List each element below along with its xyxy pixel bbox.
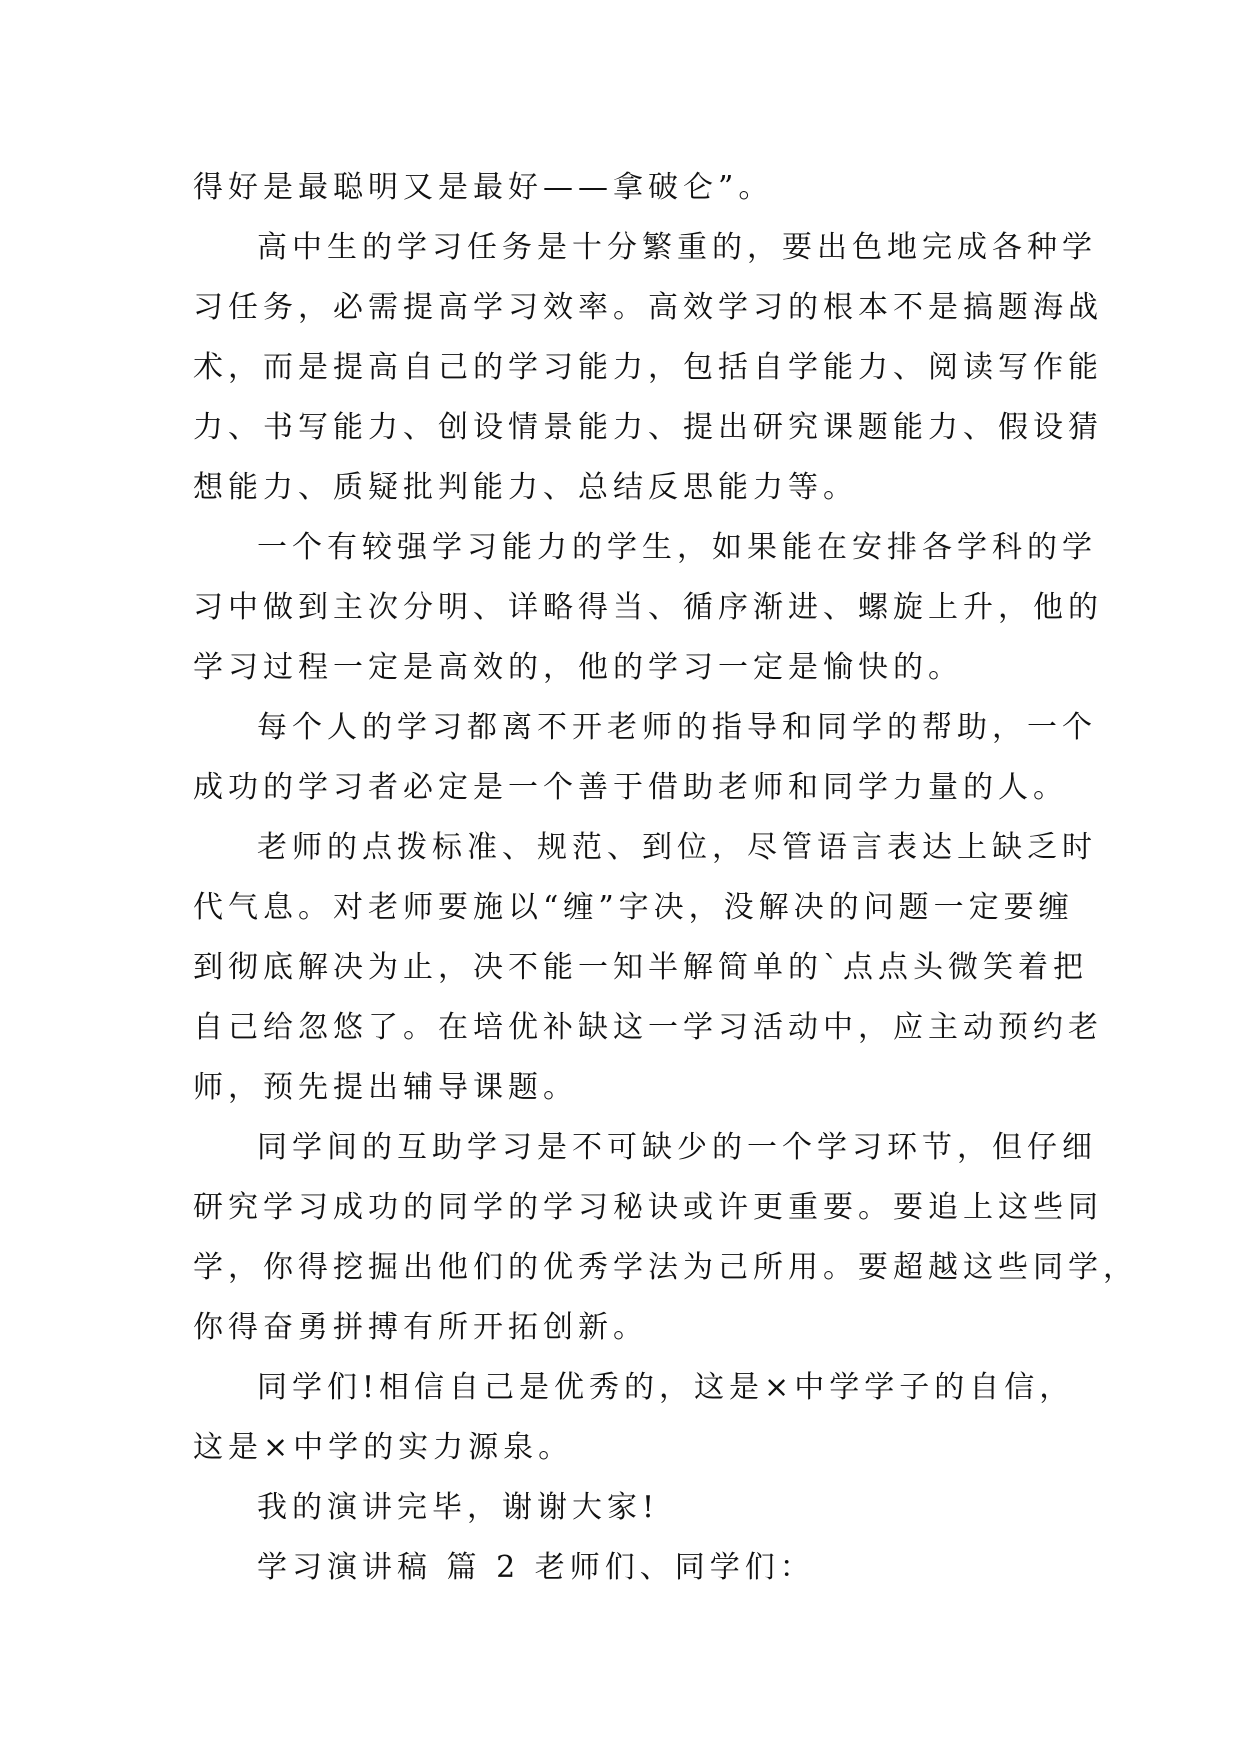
text-line: 学习过程一定是高效的，他的学习一定是愉快的。: [193, 650, 963, 685]
text-line: 自己给忽悠了。在培优补缺这一学习活动中，应主动预约老: [193, 1010, 1103, 1045]
text-line: 得好是最聪明又是最好——拿破仑”。: [193, 170, 774, 205]
text-line: 你得奋勇拼搏有所开拓创新。: [193, 1310, 648, 1345]
text-line: 术，而是提高自己的学习能力，包括自学能力、阅读写作能: [193, 350, 1103, 385]
text-line: 力、书写能力、创设情景能力、提出研究课题能力、假设猜: [193, 410, 1103, 445]
text-line: 老师的点拨标准、规范、到位，尽管语言表达上缺乏时: [257, 830, 1097, 865]
text-line: 到彻底解决为止，决不能一知半解简单的`点点头微笑着把: [193, 950, 1088, 985]
text-line: 代气息。对老师要施以“缠”字决，没解决的问题一定要缠: [193, 890, 1074, 925]
text-line: 师，预先提出辅导课题。: [193, 1070, 578, 1105]
text-line: 同学间的互助学习是不可缺少的一个学习环节，但仔细: [257, 1130, 1097, 1165]
text-line: 想能力、质疑批判能力、总结反思能力等。: [193, 470, 858, 505]
text-line: 习中做到主次分明、详略得当、循序渐进、螺旋上升，他的: [193, 590, 1103, 625]
text-line: 习任务，必需提高学习效率。高效学习的根本不是搞题海战: [193, 290, 1103, 325]
document-page: [193, 158, 1138, 1598]
text-line: 我的演讲完毕，谢谢大家!: [257, 1490, 660, 1525]
text-line: 这是×中学的实力源泉。: [193, 1430, 574, 1465]
text-line: 同学们!相信自己是优秀的，这是×中学学子的自信，: [257, 1370, 1075, 1405]
text-line: 成功的学习者必定是一个善于借助老师和同学力量的人。: [193, 770, 1068, 805]
text-line: 每个人的学习都离不开老师的指导和同学的帮助，一个: [257, 710, 1097, 745]
text-line: 研究学习成功的同学的学习秘诀或许更重要。要追上这些同: [193, 1190, 1103, 1225]
text-line: 学，你得挖掘出他们的优秀学法为己所用。要超越这些同学，: [193, 1250, 1138, 1285]
text-line: 高中生的学习任务是十分繁重的，要出色地完成各种学: [257, 230, 1097, 265]
text-line: 学习演讲稿 篇 2 老师们、同学们：: [257, 1550, 815, 1585]
text-line: 一个有较强学习能力的学生，如果能在安排各学科的学: [257, 530, 1097, 565]
